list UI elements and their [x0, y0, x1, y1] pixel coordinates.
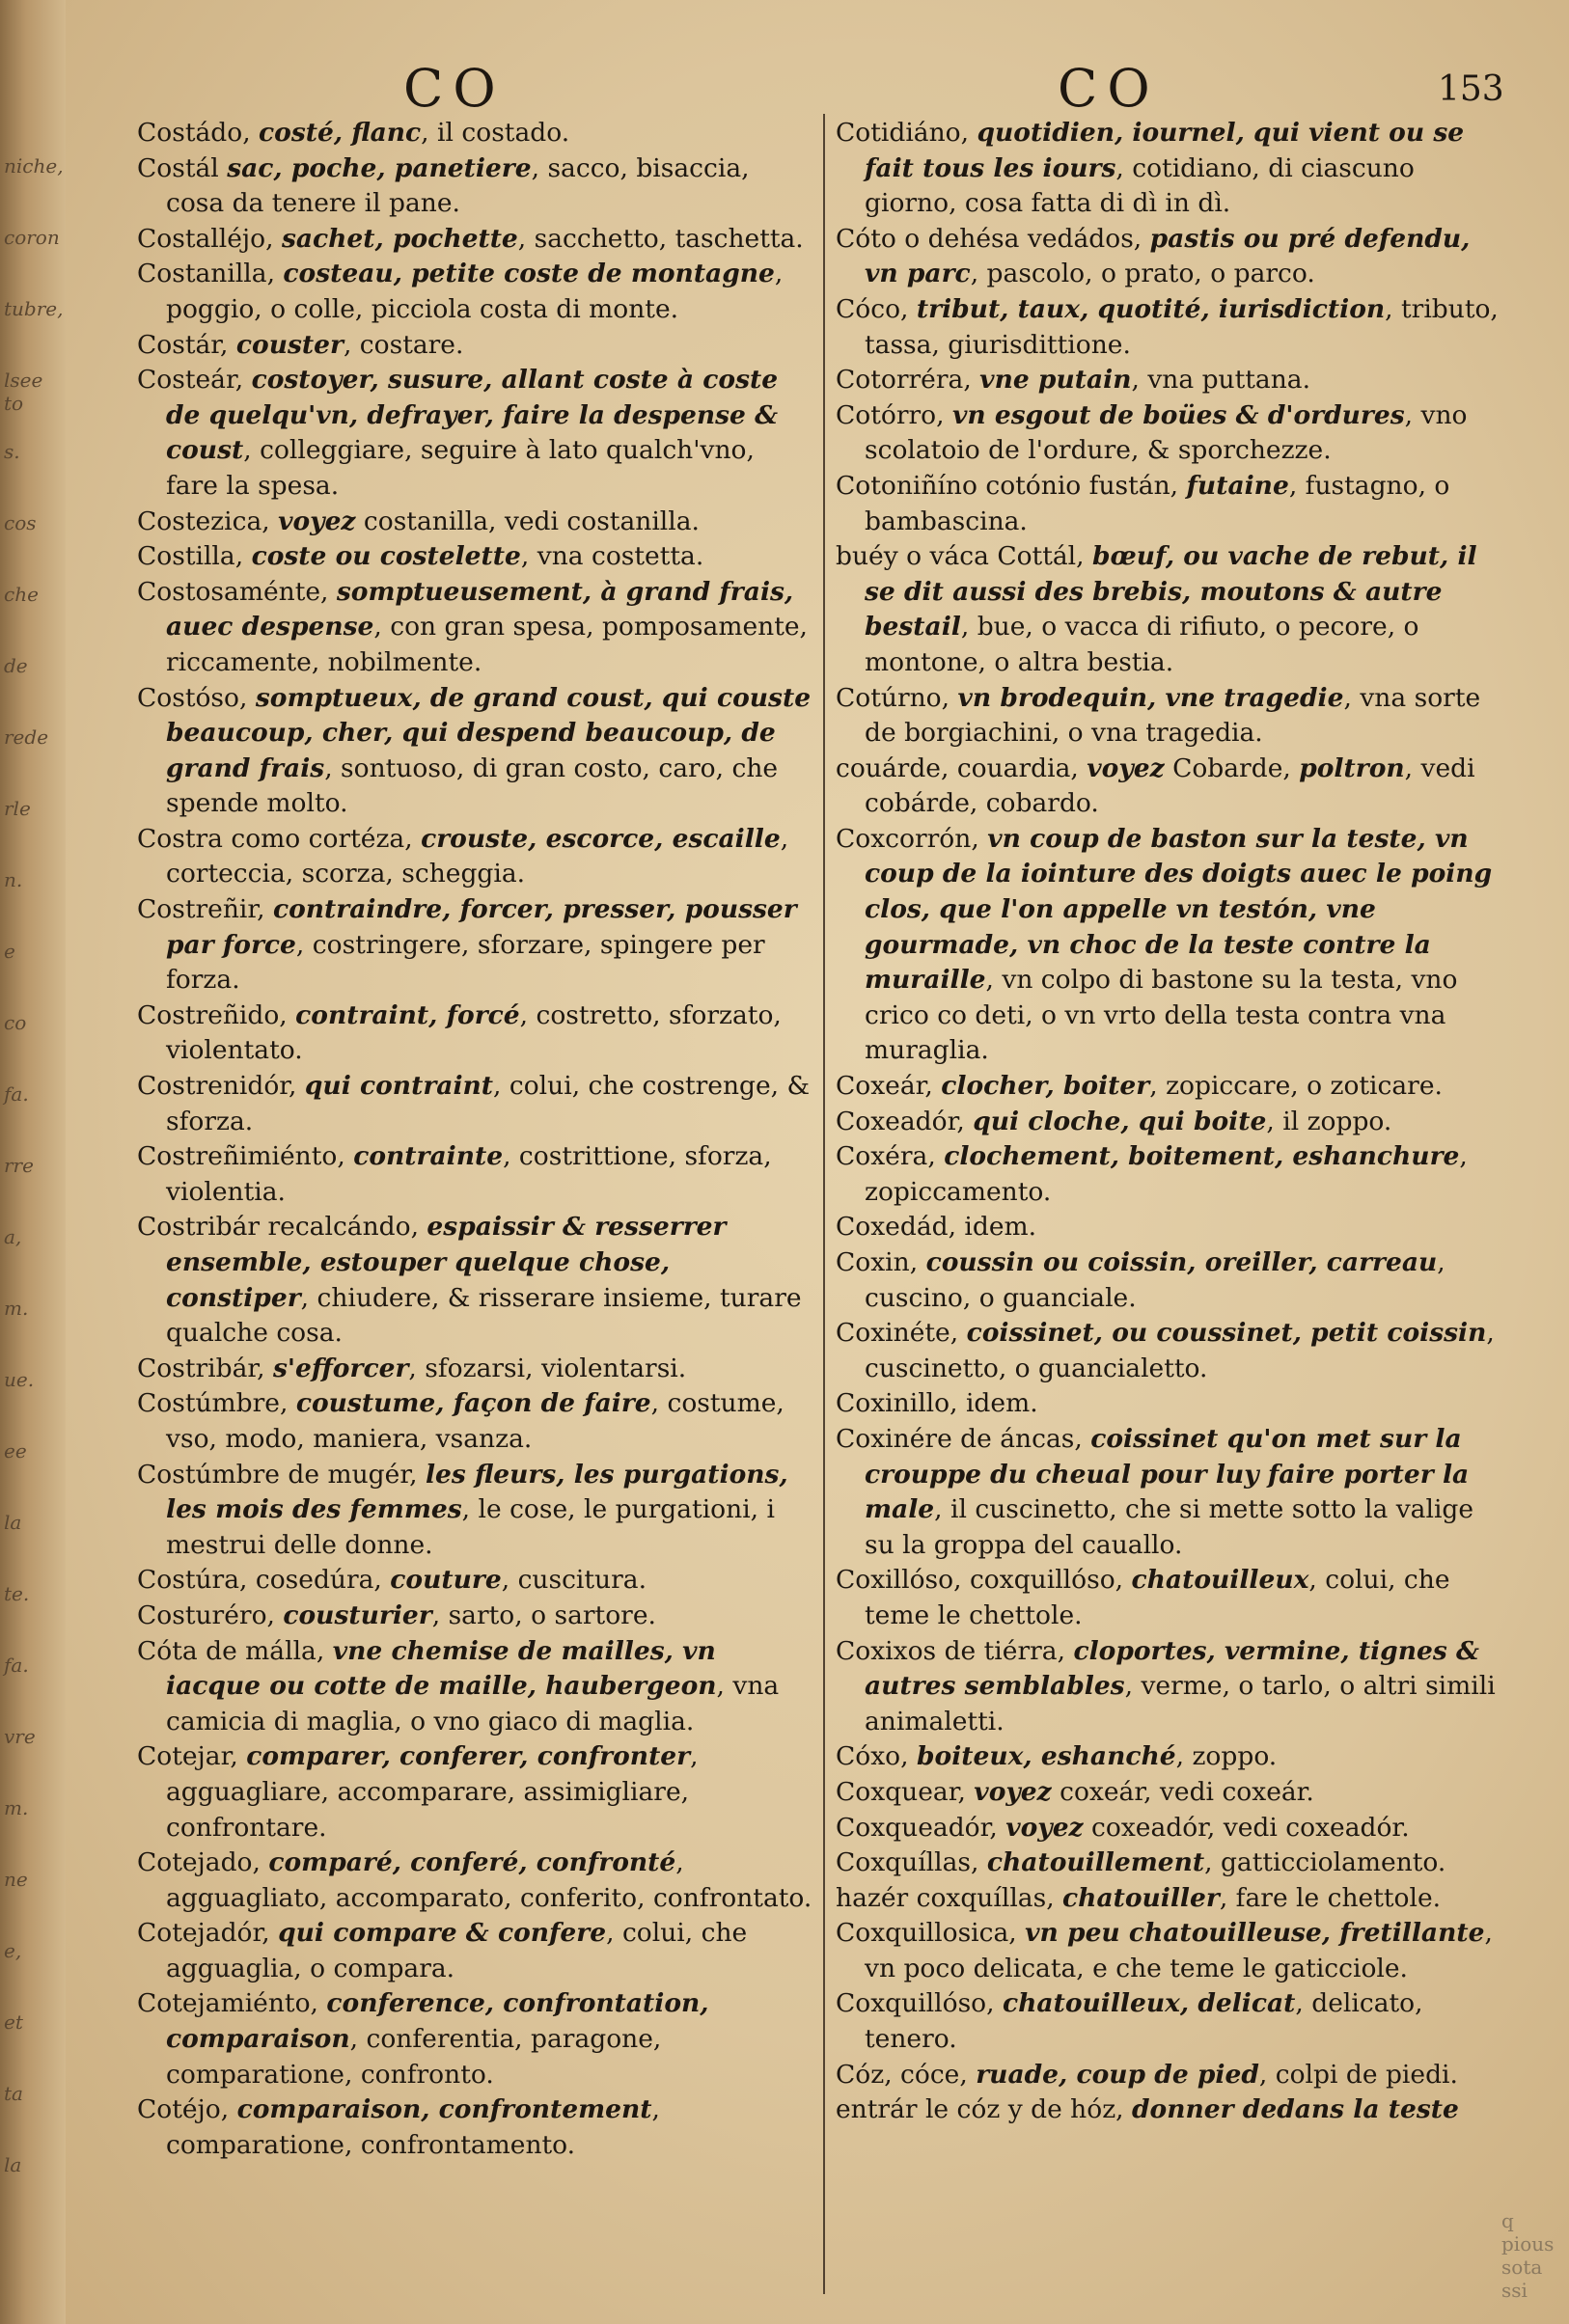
entry-text: Cotoniñíno cotónio fustán, — [836, 470, 1187, 501]
entry-text: Costóso, — [137, 682, 256, 713]
margin-fragment: cos — [4, 511, 37, 534]
entry-text: , bue, o vacca di rifiuto, o pecore, o montone, o altra bestia. — [865, 612, 1419, 677]
margin-fragment: rre — [4, 1154, 34, 1177]
entry-text: Coxquillóso, — [836, 1988, 1003, 2019]
entry-text: Cóto o dehésa vedádos, — [836, 223, 1150, 254]
margin-fragment: fa. — [4, 1082, 29, 1106]
margin-fragment: ue. — [4, 1368, 35, 1391]
entry-text: Coxquear, — [836, 1776, 975, 1807]
french-gloss: sachet, pochette — [281, 223, 518, 254]
margin-fragment: et — [4, 2010, 23, 2034]
french-gloss: donner dedans la teste — [1132, 2094, 1459, 2125]
entry-text: Cotéjo, — [137, 2094, 237, 2125]
french-gloss: voyez — [278, 506, 356, 536]
french-gloss: vne chemise de mailles, vn iacque ou cotte de maille, haubergeon — [166, 1635, 717, 1702]
entry-text: , pascolo, o prato, o parco. — [970, 259, 1315, 289]
column-divider — [823, 114, 825, 2294]
entry-text: , agguagliare, accomparare, assimigliare, confrontare. — [166, 1741, 699, 1843]
running-head-left: CO — [403, 58, 506, 119]
entry-text: buéy o váca Cottál, — [836, 541, 1092, 572]
entry-text: , tributo, tassa, giurisdittione. — [865, 293, 1499, 360]
entry-text: Coxcorrón, — [836, 823, 988, 854]
french-gloss: coustume, façon de faire — [295, 1388, 651, 1419]
french-gloss: sac, poche, panetiere — [227, 152, 532, 183]
margin-fragment: te. — [4, 1582, 30, 1605]
dictionary-entry — [836, 1986, 1511, 2057]
entry-text: Costilla, — [137, 541, 252, 572]
french-gloss: qui cloche, qui boite — [973, 1106, 1267, 1136]
entry-text: Coxeadór, — [836, 1106, 974, 1136]
entry-text: coxeadór, vedi coxeadór. — [1083, 1812, 1410, 1843]
french-gloss: coste ou costelette — [251, 541, 521, 572]
dictionary-entry — [836, 1139, 1511, 1210]
dictionary-entry — [137, 257, 812, 327]
dictionary-entry — [836, 822, 1511, 1069]
entry-text: , fare le chettole. — [1219, 1882, 1442, 1913]
french-gloss: comparé, conferé, confronté — [268, 1847, 676, 1878]
margin-fragment: vre — [4, 1725, 36, 1748]
margin-fragment: n. — [4, 868, 23, 891]
margin-fragment: e — [4, 940, 15, 963]
entry-text: , cuscinetto, o guancialetto. — [865, 1318, 1495, 1383]
entry-text: hazér coxquíllas, — [836, 1882, 1063, 1913]
entry-text: Costribár recalcándo, — [137, 1212, 427, 1243]
entry-text: Coxinillo, idem. — [836, 1388, 1038, 1419]
entry-text: , cotidiano, di ciascuno giorno, cosa fatta di dì in dì. — [865, 152, 1415, 219]
french-gloss: bœuf, ou vache de rebut, il se dit aussi des brebis, moutons & autre bestail — [865, 541, 1477, 643]
dictionary-entry — [137, 1634, 812, 1740]
dictionary-entry — [137, 222, 812, 258]
french-gloss: clochement, boitement, eshanchure — [944, 1141, 1460, 1172]
dictionary-entry — [836, 1563, 1511, 1633]
french-gloss: coussin ou coissin, oreiller, carreau — [925, 1247, 1438, 1277]
entry-text: , poggio, o colle, picciola costa di monte. — [166, 259, 784, 324]
french-gloss: costoyer, susure, allant coste à coste de quelqu'vn, defrayer, faire la despense & coust — [166, 365, 779, 466]
entry-text: Costrenidór, — [137, 1071, 305, 1102]
dictionary-entry — [836, 1634, 1511, 1740]
entry-text: Costeár, — [137, 365, 252, 396]
dictionary-entry — [137, 151, 812, 222]
french-gloss: boiteux, eshanché — [916, 1741, 1176, 1772]
margin-fragment: rle — [4, 797, 31, 820]
entry-text: , costrittione, sforza, violentia. — [166, 1141, 772, 1207]
entry-text: , costretto, sforzato, violentato. — [166, 999, 782, 1066]
entry-text: Cóta de málla, — [137, 1635, 333, 1666]
french-gloss: voyez — [1087, 752, 1165, 783]
entry-text: Cóxo, — [836, 1741, 917, 1772]
entry-text: , chiudere, & risserare insieme, turare qualche cosa. — [166, 1282, 802, 1349]
entry-text: Coxedád, idem. — [836, 1212, 1037, 1243]
entry-text: , colui, che costrenge, & sforza. — [166, 1071, 811, 1136]
entry-text: Cotejadór, — [137, 1918, 279, 1949]
margin-fragment: ta — [4, 2082, 23, 2105]
entry-text: Cotejado, — [137, 1847, 269, 1878]
entry-text: couárde, couardia, — [836, 752, 1087, 783]
dictionary-entry — [137, 1846, 812, 1916]
margin-fragment: rede — [4, 725, 49, 749]
entry-text: Costál — [137, 152, 228, 183]
entry-text: , cuscitura. — [501, 1565, 647, 1596]
french-gloss: costé, flanc — [259, 118, 422, 148]
right-margin-bleed — [1501, 2209, 1569, 2302]
entry-text: , le cose, le purgationi, i mestrui delle donne. — [166, 1494, 775, 1560]
entry-text: Cotúrno, — [836, 682, 958, 713]
french-gloss: chatouilleux, delicat — [1003, 1988, 1296, 2019]
margin-fragment: s. — [4, 440, 20, 463]
french-gloss: vn esgout de boües & d'ordures — [951, 399, 1405, 430]
dictionary-entry — [137, 822, 812, 892]
entry-text: , vna camicia di maglia, o vno giaco di maglia. — [166, 1671, 780, 1736]
dictionary-entry — [836, 1422, 1511, 1563]
french-gloss: costeau, petite coste de montagne — [283, 259, 775, 289]
entry-text: Costár, — [137, 329, 236, 360]
dictionary-entry — [836, 1245, 1511, 1316]
entry-text: , vno scolatoio de l'ordure, & sporchezze. — [865, 399, 1468, 466]
french-gloss: vn peu chatouilleuse, fretillante — [1025, 1918, 1485, 1949]
dictionary-entry — [137, 1986, 812, 2092]
french-gloss: s'efforcer — [273, 1353, 409, 1383]
margin-fragment: de — [4, 654, 28, 677]
french-gloss: les fleurs, les purgations, les mois des femmes — [166, 1459, 788, 1525]
french-gloss: pastis ou pré defendu, vn parc — [865, 223, 1471, 289]
entry-text: , vna puttana. — [1131, 365, 1310, 396]
entry-text: , verme, o tarlo, o altri simili animaletti. — [865, 1671, 1496, 1736]
dictionary-entry — [137, 1739, 812, 1846]
french-gloss: futaine — [1186, 470, 1289, 501]
entry-text: entrár le cóz y de hóz, — [836, 2094, 1133, 2125]
entry-text: Coxéra, — [836, 1141, 945, 1172]
entry-text: , sacchetto, taschetta. — [517, 223, 804, 254]
dictionary-entry — [836, 292, 1511, 363]
entry-text: Costanilla, — [137, 259, 284, 289]
entry-text: Coxinére de áncas, — [836, 1423, 1091, 1454]
french-gloss: qui compare & confere — [278, 1918, 607, 1949]
entry-text: Cotejamiénto, — [137, 1988, 327, 2019]
dictionary-entry — [836, 1846, 1511, 1881]
entry-text: , vna costetta. — [520, 541, 704, 572]
french-gloss: contraindre, forcer, presser, pousser par force — [166, 894, 797, 960]
margin-fragment: ous so — [1501, 2232, 1555, 2279]
dictionary-entry — [836, 116, 1511, 222]
french-gloss: voyez — [974, 1776, 1052, 1807]
french-gloss: comparaison, confrontement — [236, 2094, 652, 2125]
dictionary-entry — [137, 1352, 812, 1387]
dictionary-entry — [137, 505, 812, 540]
dictionary-entry — [836, 1811, 1511, 1846]
entry-text: Coxixos de tiérra, — [836, 1635, 1074, 1666]
dictionary-entry — [137, 2092, 812, 2163]
margin-fragment: lsee to — [4, 369, 43, 415]
dictionary-entry — [836, 1105, 1511, 1140]
entry-text: Costuréro, — [137, 1599, 284, 1630]
margin-fragment: coron — [4, 226, 60, 249]
french-gloss: comparer, conferer, confronter — [246, 1741, 691, 1772]
entry-text: Costúra, cosedúra, — [137, 1565, 391, 1596]
dictionary-entry — [836, 1775, 1511, 1811]
left-column — [137, 116, 812, 2306]
dictionary-entry — [836, 1916, 1511, 1986]
entry-text: , sfozarsi, violentarsi. — [408, 1353, 687, 1383]
entry-text: , il zoppo. — [1266, 1106, 1392, 1136]
entry-text: Cotorréra, — [836, 365, 980, 396]
margin-fragment: la — [4, 1511, 22, 1534]
entry-text: , vn poco delicata, e che teme le gaticciole. — [865, 1918, 1493, 1983]
french-gloss: chatouillement — [986, 1847, 1205, 1878]
entry-text: , delicato, tenero. — [865, 1988, 1423, 2055]
entry-text: Costúmbre de mugér, — [137, 1459, 426, 1490]
french-gloss: chatouilleux — [1131, 1565, 1309, 1596]
french-gloss: coissinet, ou coussinet, petit coissin — [966, 1318, 1487, 1349]
french-gloss: voyez — [1005, 1812, 1084, 1843]
entry-text: , il costado. — [421, 118, 570, 148]
entry-text: Cóz, cóce, — [836, 2059, 977, 2090]
entry-text: , corteccia, scorza, scheggia. — [166, 823, 789, 889]
dictionary-entry — [137, 328, 812, 364]
left-margin-bleed — [4, 154, 62, 2277]
french-gloss: contraint, forcé — [295, 999, 520, 1030]
entry-text: , zoppo. — [1175, 1741, 1278, 1772]
dictionary-entry — [137, 1210, 812, 1351]
dictionary-entry — [836, 681, 1511, 752]
french-gloss: cousturier — [283, 1599, 432, 1630]
dictionary-entry — [836, 1316, 1511, 1386]
french-gloss: poltron — [1299, 752, 1405, 783]
entry-text: costanilla, vedi costanilla. — [355, 506, 700, 536]
french-gloss: somptueusement, à grand frais, auec despense — [166, 576, 794, 643]
entry-text: , il cuscinetto, che si mette sotto la valige su la groppa del cauallo. — [865, 1494, 1474, 1560]
margin-fragment: m. — [4, 1796, 29, 1819]
dictionary-entry — [137, 1139, 812, 1210]
running-head-right: CO — [1058, 58, 1160, 119]
french-gloss: vn coup de baston sur la teste, vn coup de la iointure des doigts auec le poing clos, que l'on appelle vn testón, vne gourmade, vn choc de la teste contre la muraille — [865, 823, 1493, 996]
entry-text: Coxeár, — [836, 1071, 942, 1102]
dictionary-entry — [137, 575, 812, 681]
french-gloss: chatouiller — [1062, 1882, 1220, 1913]
dictionary-entry — [836, 363, 1511, 398]
margin-fragment: tubre, — [4, 297, 64, 320]
dictionary-entry — [137, 1563, 812, 1599]
french-gloss: contrainte — [353, 1141, 504, 1172]
french-gloss: coissinet qu'on met sur la crouppe du cheual pour luy faire porter la male — [865, 1423, 1470, 1525]
margin-fragment: ne — [4, 1868, 28, 1891]
entry-text: , colui, che teme le chettole. — [865, 1565, 1450, 1630]
entry-text: , sontuoso, di gran costo, caro, che spende molto. — [166, 752, 779, 819]
entry-text: , colleggiare, seguire à lato qualch'vno, fare la spesa. — [166, 435, 755, 501]
french-gloss: couster — [235, 329, 344, 360]
dictionary-entry — [836, 1739, 1511, 1775]
entry-text: , con gran spesa, pomposamente, riccamente, nobilmente. — [166, 612, 808, 677]
margin-fragment: ee — [4, 1439, 27, 1463]
dictionary-entry — [836, 222, 1511, 292]
french-gloss: vne putain — [979, 365, 1132, 396]
entry-text: Cobarde, — [1164, 752, 1300, 783]
margin-fragment: m. — [4, 1297, 29, 1320]
entry-text: Cotórro, — [836, 399, 952, 430]
dictionary-entry — [836, 1069, 1511, 1105]
margin-fragment: co — [4, 1011, 27, 1034]
french-gloss: ruade, coup de pied — [976, 2059, 1259, 2090]
margin-fragment: niche, — [4, 154, 64, 178]
entry-text: , vedi cobárde, cobardo. — [865, 752, 1475, 819]
french-gloss: somptueux, de grand coust, qui couste beaucoup, cher, qui despend beaucoup, de grand frais — [166, 682, 812, 783]
entry-text: Coxin, — [836, 1247, 926, 1277]
dictionary-entry — [137, 1458, 812, 1564]
entry-text: , sarto, o sartore. — [431, 1599, 656, 1630]
french-gloss: crouste, escorce, escaille — [421, 823, 781, 854]
entry-text: Costreñimiénto, — [137, 1141, 354, 1172]
entry-text: Cotidiáno, — [836, 118, 977, 148]
dictionary-entry — [836, 2092, 1511, 2128]
entry-text: Costezica, — [137, 506, 279, 536]
entry-text: , costringere, sforzare, spingere per forza. — [166, 929, 765, 996]
entry-text: , sacco, bisaccia, cosa da tenere il pane. — [166, 152, 750, 219]
entry-text: Cotejar, — [137, 1741, 247, 1772]
entry-text: Coxquíllas, — [836, 1847, 987, 1878]
french-gloss: espaissir & resserrer ensemble, estouper quelque chose, constiper — [166, 1212, 727, 1313]
entry-text: Coxqueadór, — [836, 1812, 1006, 1843]
french-gloss: cloportes, vermine, tignes & autres semblables — [865, 1635, 1479, 1702]
dictionary-entry — [836, 398, 1511, 469]
dictionary-entry — [137, 1599, 812, 1634]
dictionary-entry — [137, 1386, 812, 1457]
french-gloss: tribut, taux, quotité, iurisdiction — [916, 293, 1386, 324]
entry-text: , costume, vso, modo, maniera, vsanza. — [166, 1388, 784, 1454]
entry-text: Costalléjo, — [137, 223, 282, 254]
dictionary-entry — [836, 2058, 1511, 2093]
margin-fragment: la — [4, 2153, 22, 2176]
entry-text: Costúmbre, — [137, 1388, 296, 1419]
entry-text: , costare. — [343, 329, 464, 360]
margin-fragment: e, — [4, 1939, 22, 1962]
entry-text: Costribár, — [137, 1353, 273, 1383]
entry-text: Coxquillosica, — [836, 1918, 1026, 1949]
dictionary-entry — [836, 1386, 1511, 1422]
dictionary-entry — [137, 539, 812, 575]
dictionary-entry — [137, 1916, 812, 1986]
dictionary-entry — [137, 363, 812, 504]
entry-text: , gatticciolamento. — [1204, 1847, 1446, 1878]
entry-text: , agguagliato, accomparato, conferito, confrontato. — [166, 1847, 812, 1913]
dictionary-entry — [137, 892, 812, 998]
entry-text: , fustagno, o bambascina. — [865, 470, 1450, 536]
entry-text: , colpi de piedi. — [1258, 2059, 1458, 2090]
dictionary-entry — [137, 116, 812, 151]
dictionary-entry — [836, 469, 1511, 539]
entry-text: Coxinéte, — [836, 1318, 967, 1349]
right-column — [836, 116, 1511, 2306]
entry-text: Coxillóso, coxquillóso, — [836, 1565, 1132, 1596]
entry-text: , vn colpo di bastone su la testa, vno crico co deti, o vn vrto della testa contra vna muraglia. — [865, 965, 1458, 1066]
entry-text: , zopiccare, o zoticare. — [1149, 1071, 1443, 1102]
dictionary-entry — [836, 1881, 1511, 1917]
entry-text: , zopiccamento. — [865, 1141, 1468, 1207]
french-gloss: conference, confrontation, comparaison — [166, 1988, 709, 2055]
entry-text: , colui, che agguaglia, o compara. — [166, 1918, 748, 1983]
dictionary-entry — [836, 539, 1511, 680]
french-gloss: qui contraint — [304, 1071, 494, 1102]
dictionary-entry — [137, 1069, 812, 1139]
entry-text: Costra como cortéza, — [137, 823, 422, 854]
entry-text: coxeár, vedi coxeár. — [1051, 1776, 1314, 1807]
margin-fragment: che — [4, 583, 39, 606]
margin-fragment: ta ssi — [1501, 2256, 1543, 2302]
dictionary-entry — [836, 752, 1511, 822]
dictionary-entry — [137, 681, 812, 822]
french-gloss: vn brodequin, vne tragedie — [957, 682, 1344, 713]
entry-text: , cuscino, o guanciale. — [865, 1247, 1445, 1313]
margin-fragment: fa. — [4, 1654, 29, 1677]
entry-text: Costreñir, — [137, 894, 273, 925]
margin-fragment: q pi — [1501, 2209, 1521, 2256]
entry-text: Costádo, — [137, 118, 260, 148]
page-number: 153 — [1438, 69, 1504, 109]
entry-text: Costreñido, — [137, 999, 296, 1030]
dictionary-entry — [836, 1210, 1511, 1245]
entry-text: Cóco, — [836, 293, 917, 324]
entry-text: , vna sorte de borgiachini, o vna tragedia. — [865, 682, 1481, 749]
margin-fragment: a, — [4, 1225, 22, 1248]
entry-text: , conferentia, paragone, comparatione, confronto. — [166, 2024, 662, 2090]
dictionary-entry — [137, 998, 812, 1069]
french-gloss: clocher, boiter — [941, 1071, 1150, 1102]
entry-text: , comparatione, confrontamento. — [166, 2094, 660, 2160]
french-gloss: couture — [390, 1565, 502, 1596]
entry-text: Costosaménte, — [137, 576, 337, 607]
french-gloss: quotidien, iournel, qui vient ou se fait tous les iours — [865, 118, 1465, 183]
